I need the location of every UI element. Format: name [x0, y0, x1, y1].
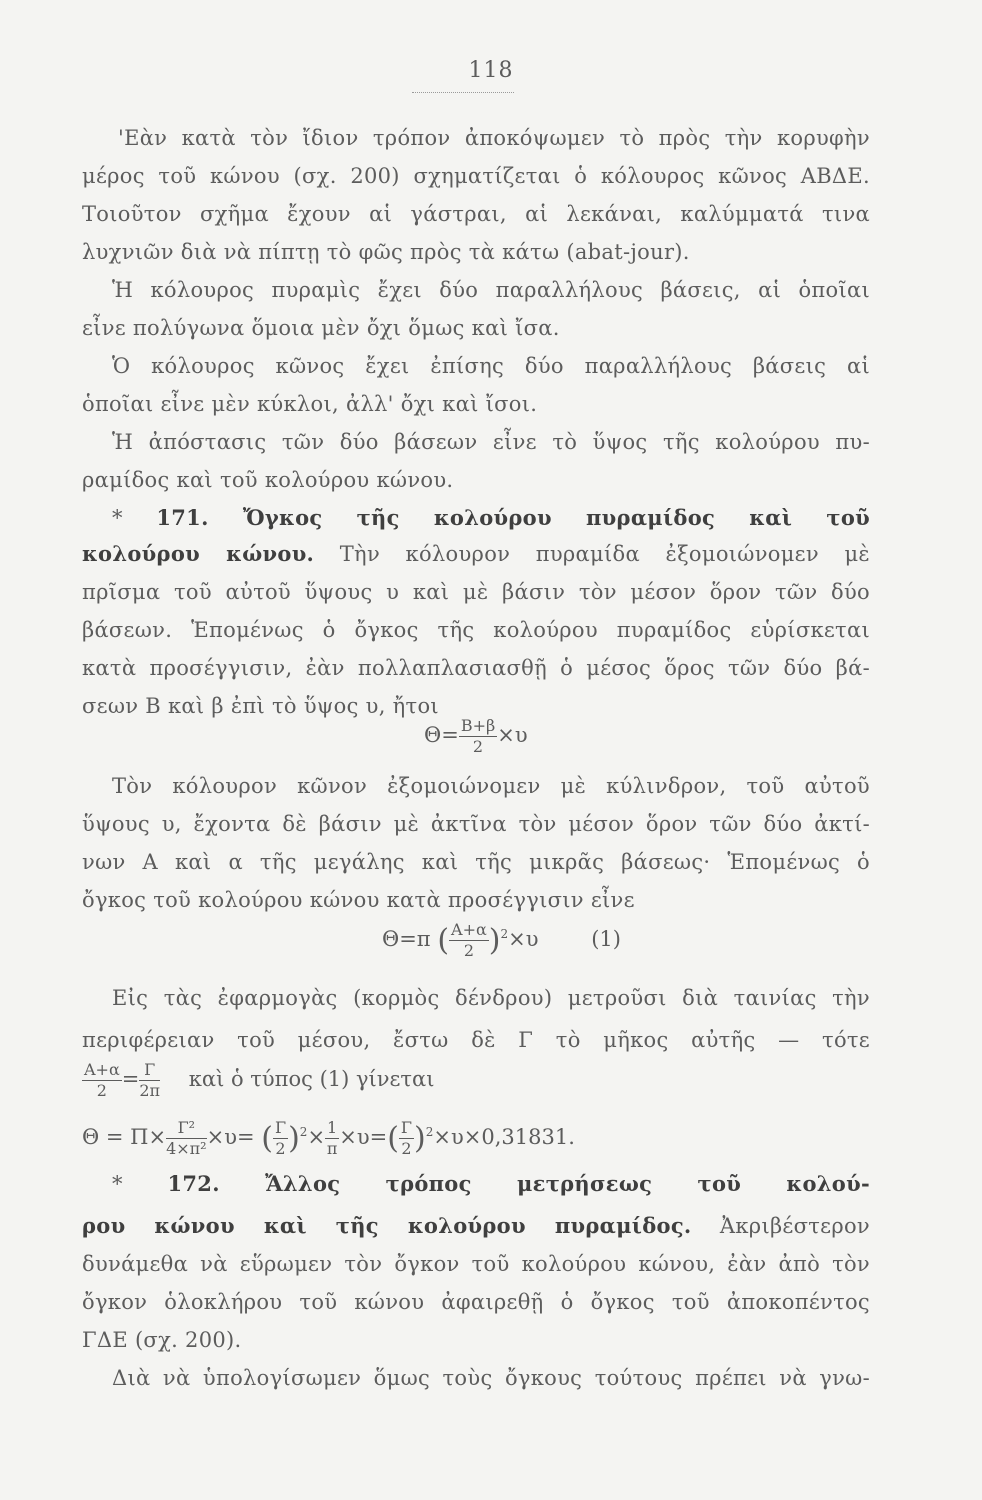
formula-part: Θ= [424, 723, 459, 747]
denominator: 2 [472, 737, 484, 756]
denominator: 2 [275, 1139, 286, 1158]
formula-part: ×υ×0,31831. [433, 1125, 575, 1149]
numerator: Β+β [460, 716, 496, 735]
fraction [449, 922, 489, 959]
formula-trunk-volume [82, 1120, 575, 1157]
paren: ) [414, 1121, 426, 1156]
formula-part: Θ = Π× [82, 1125, 167, 1149]
denominator: π [326, 1139, 338, 1158]
denominator: 2 [96, 1081, 107, 1100]
denominator: 4×π² [166, 1139, 207, 1158]
text-line: Διὰ νὰ ὑπολογίσωμεν ὅμως τοὺς ὄγκους τούτους πρέπει νὰ γνω- [112, 1366, 870, 1390]
exponent: 2 [425, 1125, 434, 1139]
text-line: λυχνιῶν διὰ νὰ πίπτῃ τὸ φῶς πρὸς τὰ κάτω (abat-jour). [82, 240, 690, 264]
exponent: 2 [299, 1125, 308, 1139]
paren: ( [387, 1121, 399, 1156]
text-line: ὄγκος τοῦ κολούρου κώνου κατὰ προσέγγισιν εἶνε [82, 888, 635, 912]
numerator: Γ [274, 1118, 287, 1137]
section-171-heading-line2 [82, 540, 870, 568]
text-line: νων Α καὶ α τῆς μεγάλης καὶ τῆς μικρᾶς βάσεως· Ἑπομένως ὁ [82, 850, 870, 874]
text-line: Ἡ ἀπόστασις τῶν δύο βάσεων εἶνε τὸ ὕψος τῆς κολούρου πυ- [112, 430, 870, 454]
numerator: Α+α [451, 920, 487, 939]
text-line: Τὸν κόλουρον κῶνον ἐξομοιώνομεν μὲ κύλινδρον, τοῦ αὐτοῦ [112, 774, 870, 798]
page-number: 118 [468, 58, 514, 83]
fraction [459, 718, 497, 755]
text-line: Ὁ κόλουρος κῶνος ἔχει ἐπίσης δύο παραλλήλους βάσεις αἱ [112, 354, 870, 378]
section-heading-text: 171. Ὄγκος τῆς κολούρου πυραμίδος καὶ τοῦ [156, 505, 870, 530]
equation-tag: (1) [591, 927, 621, 951]
denominator: 2 [401, 1139, 412, 1158]
section-172-heading-line2 [82, 1212, 870, 1240]
text-line: ραμίδος καὶ τοῦ κολούρου κώνου. [82, 468, 454, 492]
formula-cone-volume [382, 922, 621, 959]
denominator: 2π [139, 1081, 161, 1100]
section-heading-text: κολούρου κώνου. [82, 541, 315, 566]
numerator: Α+α [84, 1060, 120, 1079]
text-line: Εἰς τὰς ἐφαρμογὰς (κορμὸς δένδρου) μετροῦσι διὰ ταινίας τὴν [112, 986, 870, 1010]
text-line: ὕψους υ, ἔχοντα δὲ βάσιν μὲ ἀκτῖνα τὸν μέσον ὅρον τῶν δύο ἀκτί- [82, 812, 870, 836]
text-line: Τοιοῦτον σχῆμα ἔχουν αἱ γάστραι, αἱ λεκάναι, καλύμματά τινα [82, 202, 870, 226]
formula-pyramid-volume [424, 718, 528, 755]
formula-text: καὶ ὁ τύπος (1) γίνεται [188, 1067, 435, 1091]
paren: ( [437, 923, 450, 958]
fraction [325, 1120, 339, 1157]
numerator: Γ [139, 1062, 160, 1081]
formula-circumference [82, 1062, 434, 1099]
text-line: περιφέρειαν τοῦ μέσου, ἔστω δὲ Γ τὸ μῆκος αὐτῆς — τότε [82, 1028, 870, 1052]
fraction [82, 1062, 122, 1099]
text-line: Ἡ κόλουρος πυραμὶς ἔχει δύο παραλλήλους βάσεις, αἱ ὁποῖαι [112, 278, 870, 302]
numerator: Γ² [166, 1120, 207, 1139]
text-line: κατὰ προσέγγισιν, ἐὰν πολλαπλασιασθῇ ὁ μέσος ὅρος τῶν δύο βά- [82, 656, 870, 680]
text-line: εἶνε πολύγωνα ὅμοια μὲν ὄχι ὅμως καὶ ἴσα. [82, 316, 560, 340]
paren: ) [488, 923, 501, 958]
text-line: δυνάμεθα νὰ εὕρωμεν τὸν ὄγκον τοῦ κολούρου κώνου, ἐὰν ἀπὸ τὸν [82, 1252, 870, 1276]
numerator: 1 [327, 1118, 338, 1137]
text-line: μέρος τοῦ κώνου (σχ. 200) σχηματίζεται ὁ κόλουρος κῶνος ΑΒΔΕ. [82, 164, 870, 188]
text-line: πρῖσμα τοῦ αὐτοῦ ὕψους υ καὶ μὲ βάσιν τὸν μέσον ὅρον τῶν δύο [82, 580, 870, 604]
text-line: ὄγκον ὁλοκλήρου τοῦ κώνου ἀφαιρεθῇ ὁ ὄγκος τοῦ ἀποκοπέντος [82, 1290, 870, 1314]
section-heading-text: ρου κώνου καὶ τῆς κολούρου πυραμίδος. [82, 1213, 692, 1238]
fraction [273, 1120, 288, 1157]
star-marker: * [112, 1172, 123, 1196]
text-line: ΓΔΕ (σχ. 200). [82, 1328, 242, 1352]
section-172-heading [112, 1170, 870, 1198]
fraction [399, 1120, 414, 1157]
formula-part: ×υ= [339, 1125, 388, 1149]
section-heading-text: 172. Ἄλλος τρόπος μετρήσεως τοῦ κολού- [167, 1171, 870, 1196]
page-number-rule [412, 92, 514, 93]
text-span: Τὴν κόλουρον πυραμίδα ἐξομοιώνομεν μὲ [339, 542, 870, 566]
text-span: Ἀκριβέστερον [719, 1214, 870, 1238]
formula-part: × [307, 1125, 326, 1149]
formula-part: ×υ= [206, 1125, 255, 1149]
star-marker: * [112, 506, 123, 530]
text-line: βάσεων. Ἑπομένως ὁ ὄγκος τῆς κολούρου πυραμίδος εὑρίσκεται [82, 618, 870, 642]
denominator: 2 [463, 941, 474, 960]
text-line: ὁποῖαι εἶνε μὲν κύκλοι, ἀλλ' ὄχι καὶ ἴσοι. [82, 392, 538, 416]
paren: ( [261, 1121, 273, 1156]
text-line: σεων Β καὶ β ἐπὶ τὸ ὕψος υ, ἤτοι [82, 694, 439, 718]
section-171-heading [112, 504, 870, 532]
formula-part: = [121, 1067, 140, 1091]
exponent: 2 [500, 927, 509, 941]
formula-part: ×υ [497, 723, 528, 747]
numerator: Γ [400, 1118, 413, 1137]
formula-part: ×υ [508, 927, 539, 951]
formula-part: Θ=π [382, 927, 431, 951]
text-line: 'Εὰν κατὰ τὸν ἴδιον τρόπον ἀποκόψωμεν τὸ πρὸς τὴν κορυφὴν [118, 126, 870, 150]
fraction [166, 1120, 207, 1157]
fraction [139, 1062, 160, 1099]
paren: ) [288, 1121, 300, 1156]
